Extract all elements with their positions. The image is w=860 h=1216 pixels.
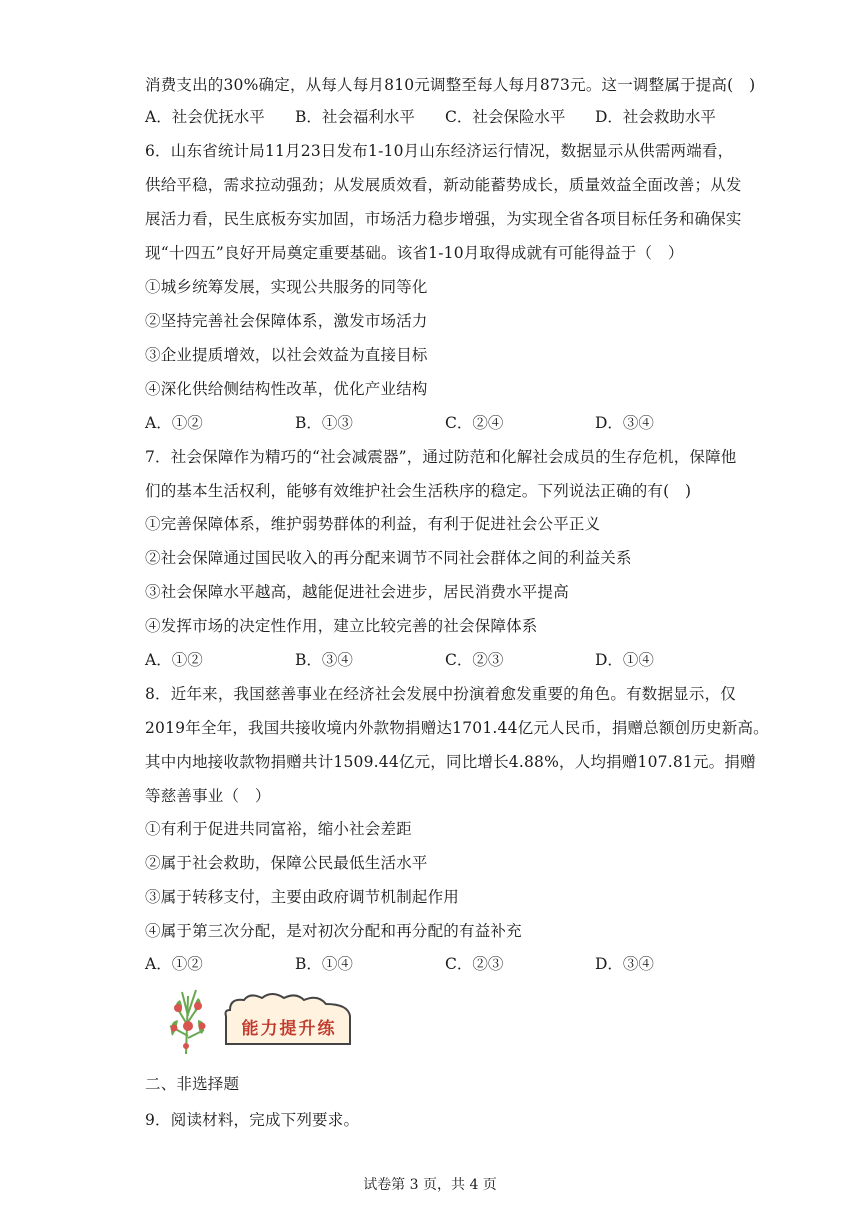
choice-item: ②社会保障通过国民收入的再分配来调节不同社会群体之间的利益关系 <box>145 549 632 567</box>
choice-item: ④属于第三次分配，是对初次分配和再分配的有益补充 <box>145 922 522 940</box>
option-a: A．①② <box>145 414 203 432</box>
text-line: 2019年全年，我国共接收境内外款物捐赠达1701.44亿元人民币，捐赠总额创历史新高。 <box>145 719 769 737</box>
choice-item: ③企业提质增效，以社会效益为直接目标 <box>145 346 428 364</box>
choice-item: ①城乡统筹发展，实现公共服务的同等化 <box>145 278 428 296</box>
q8-options <box>145 954 735 974</box>
page-footer: 试卷第 3 页，共 4 页 <box>363 1177 497 1193</box>
flower-icon <box>170 990 206 1054</box>
question-7: 7．社会保障作为精巧的“社会减震器”，通过防范和化解社会成员的生存危机，保障他 <box>145 448 737 466</box>
choice-item: ②坚持完善社会保障体系，激发市场活力 <box>145 312 428 330</box>
option-b: B．社会福利水平 <box>295 108 415 126</box>
option-c: C．②③ <box>445 955 504 973</box>
choice-item: ④发挥市场的决定性作用，建立比较完善的社会保障体系 <box>145 617 538 635</box>
q5-options <box>145 107 735 127</box>
text-line: 供给平稳，需求拉动强劲；从发展质效看，新动能蓄势成长，质量效益全面改善；从发 <box>145 176 742 194</box>
q6-options <box>145 413 735 433</box>
choice-item: ②属于社会救助，保障公民最低生活水平 <box>145 854 428 872</box>
option-d: D．①④ <box>595 651 654 669</box>
option-b: B．①③ <box>295 414 353 432</box>
choice-item: ①有利于促进共同富裕，缩小社会差距 <box>145 820 412 838</box>
text-line: 消费支出的30%确定，从每人每月810元调整至每人每月873元。这一调整属于提高( ) <box>145 76 756 94</box>
section-badge-label: 能力提升练 <box>241 1019 337 1039</box>
q7-options <box>145 650 735 670</box>
option-d: D．社会救助水平 <box>595 108 716 126</box>
choice-item: ③社会保障水平越高，越能促进社会进步，居民消费水平提高 <box>145 583 569 601</box>
option-a: A．①② <box>145 651 203 669</box>
option-d: D．③④ <box>595 414 654 432</box>
text-line: 其中内地接收款物捐赠共计1509.44亿元，同比增长4.88%，人均捐赠107.81元。捐赠 <box>145 753 756 771</box>
option-c: C．②③ <box>445 651 504 669</box>
option-d: D．③④ <box>595 955 654 973</box>
option-b: B．③④ <box>295 651 353 669</box>
choice-item: ④深化供给侧结构性改革，优化产业结构 <box>145 380 428 398</box>
section-heading: 二、非选择题 <box>145 1075 240 1093</box>
option-a: A．①② <box>145 955 203 973</box>
question-9: 9．阅读材料，完成下列要求。 <box>145 1111 360 1129</box>
text-line: 现“十四五”良好开局奠定重要基础。该省1-10月取得成就有可能得益于（ ） <box>145 244 684 262</box>
option-c: C．②④ <box>445 414 504 432</box>
question-6: 6．山东省统计局11月23日发布1-10月山东经济运行情况，数据显示从供需两端看， <box>145 142 734 160</box>
option-b: B．①④ <box>295 955 353 973</box>
text-line: 展活力看，民生底板夯实加固，市场活力稳步增强，为实现全省各项目标任务和确保实 <box>145 210 742 228</box>
option-a: A．社会优抚水平 <box>145 108 265 126</box>
choice-item: ③属于转移支付，主要由政府调节机制起作用 <box>145 888 460 906</box>
question-8: 8．近年来，我国慈善事业在经济社会发展中扮演着愈发重要的角色。有数据显示，仅 <box>145 685 736 703</box>
text-line: 们的基本生活权利，能够有效维护社会生活秩序的稳定。下列说法正确的有( ) <box>145 482 692 500</box>
text-line: 等慈善事业（ ） <box>145 787 271 805</box>
choice-item: ①完善保障体系，维护弱势群体的利益，有利于促进社会公平正义 <box>145 515 601 533</box>
option-c: C．社会保险水平 <box>445 108 566 126</box>
